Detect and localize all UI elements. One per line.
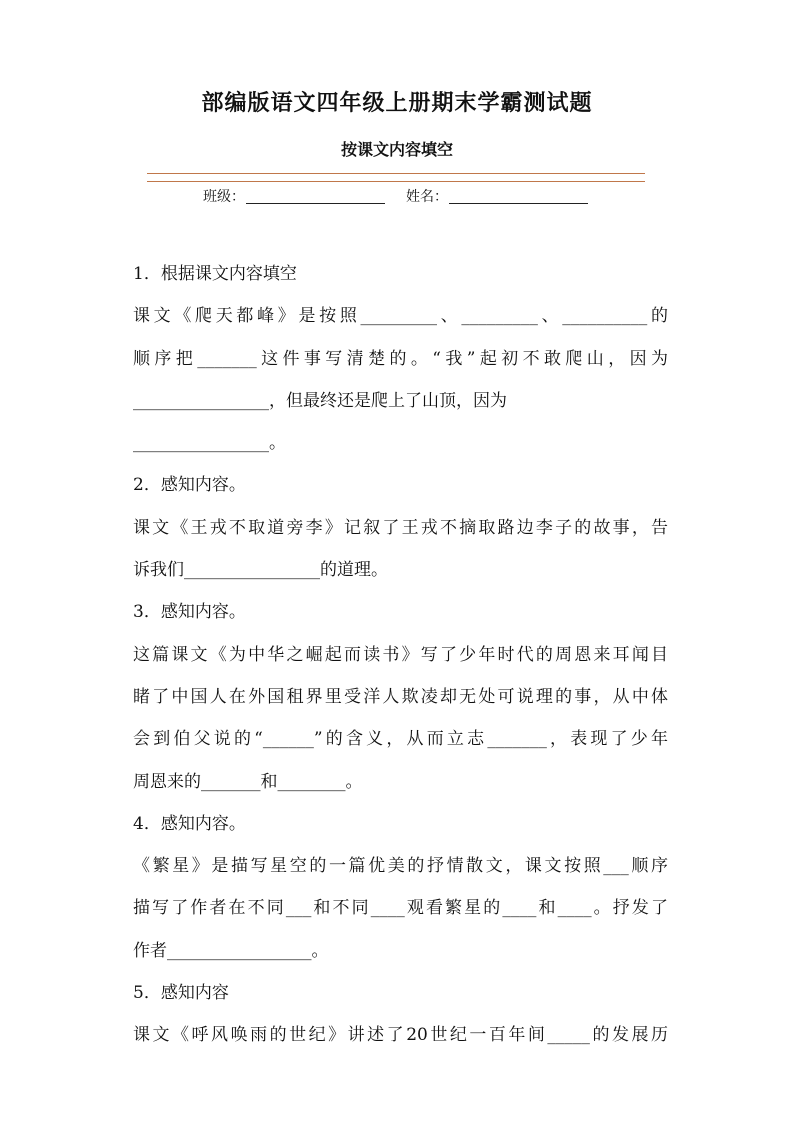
question-5-line: 课文《呼风唤雨的世纪》讲述了20世纪一百年间_____的发展历 (133, 1025, 668, 1046)
question-1-line: 顺序把_______这件事写清楚的。“我”起初不敢爬山，因为 (133, 348, 668, 369)
header-divider-top (147, 173, 645, 174)
question-3-line: 睹了中国人在外国租界里受洋人欺凌却无处可说理的事，从中体 (133, 686, 668, 707)
question-4-line: 作者_________________。 (133, 940, 329, 961)
question-1-heading: 1．根据课文内容填空 (133, 264, 297, 284)
question-3-heading: 3．感知内容。 (133, 602, 246, 623)
question-1-line: ________________。 (133, 433, 286, 454)
question-5-heading: 5．感知内容 (133, 983, 229, 1004)
question-3-line: 周恩来的_______和________。 (133, 771, 363, 792)
question-2-line: 课文《王戎不取道旁李》记叙了王戎不摘取路边李子的故事，告 (133, 517, 668, 538)
questions-body (133, 253, 668, 1057)
class-label: 班级： (203, 189, 245, 205)
question-3-line: 这篇课文《为中华之崛起而读书》写了少年时代的周恩来耳闻目 (133, 644, 668, 665)
page-title: 部编版语文四年级上册期末学霸测试题 (201, 90, 593, 116)
name-label: 姓名： (406, 189, 448, 205)
question-4-line: 《繁星》是描写星空的一篇优美的抒情散文，课文按照___顺序 (133, 856, 668, 877)
question-1-line: ________________，但最终还是爬上了山顶，因为 (133, 390, 507, 411)
question-4-heading: 4．感知内容。 (133, 813, 246, 834)
question-2-heading: 2．感知内容。 (133, 475, 246, 496)
header-divider-bottom (147, 181, 645, 182)
question-3-line: 会到伯父说的“______”的含义，从而立志_______，表现了少年 (133, 729, 668, 750)
question-4-line: 描写了作者在不同___和不同____观看繁星的____和____。抒发了 (133, 898, 668, 919)
class-blank[interactable] (246, 203, 385, 204)
page-subtitle: 按课文内容填空 (340, 140, 453, 159)
question-1-line: 课文《爬天都峰》是按照_________、_________、__________的 (133, 306, 668, 327)
question-2-line: 诉我们________________的道理。 (133, 560, 388, 581)
name-blank[interactable] (449, 203, 588, 204)
